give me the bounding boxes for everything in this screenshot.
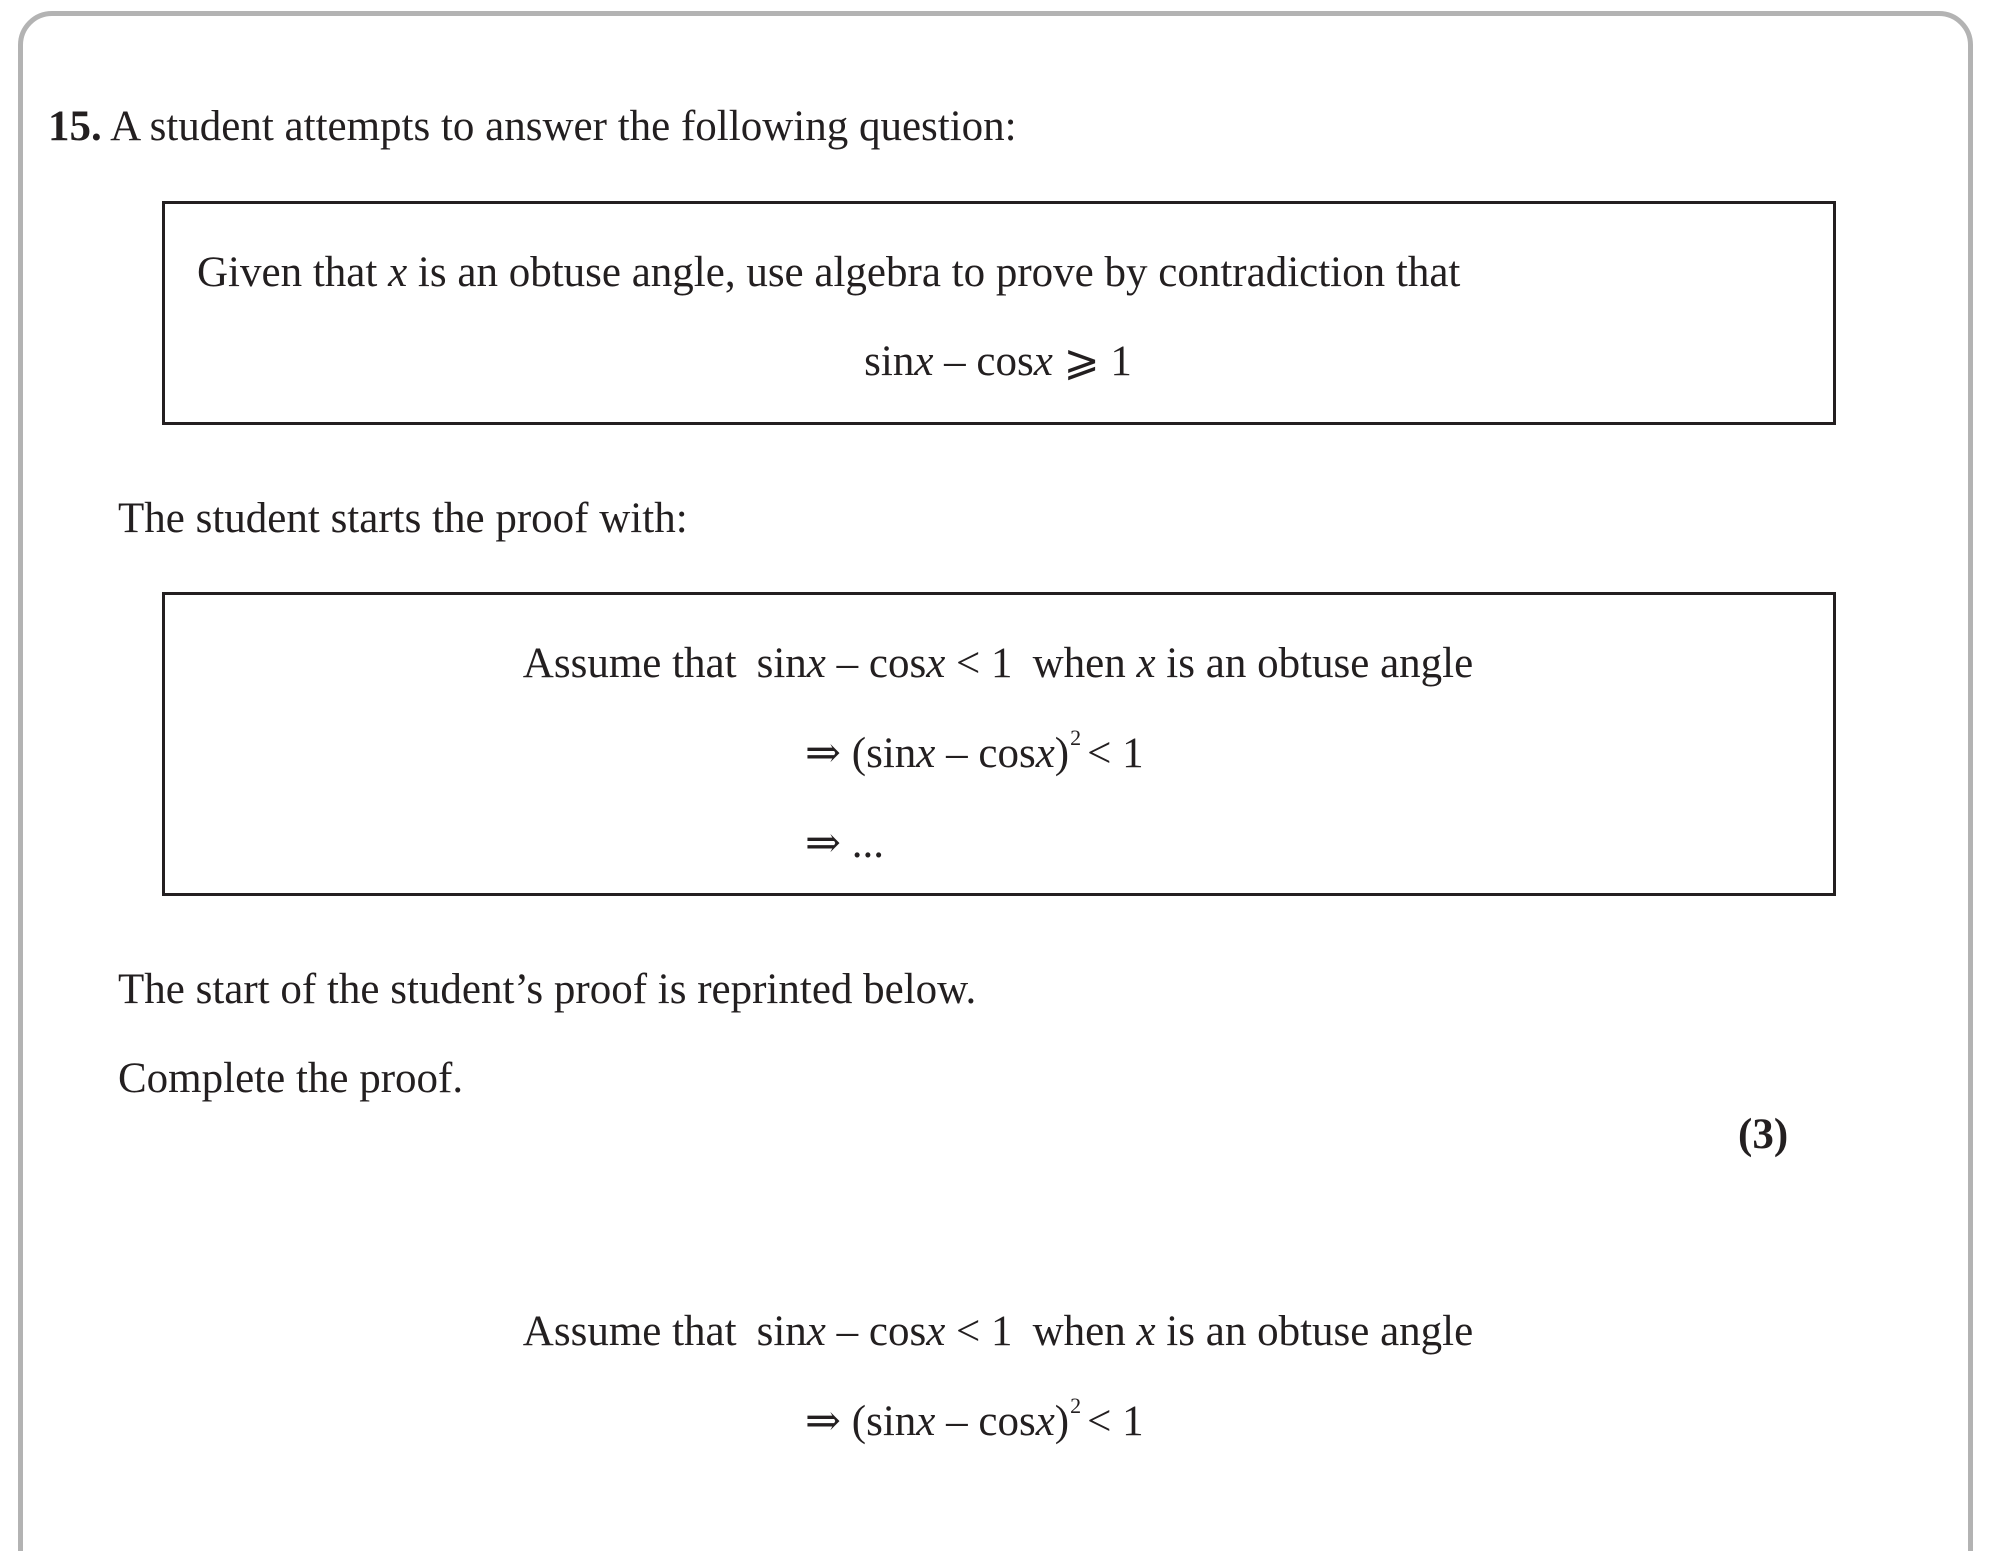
assume-sin: sin [756,640,807,687]
question-box-text-b: is an obtuse angle, use algebra to prove by contradiction that [407,249,1461,296]
assume-when: when [1032,640,1137,687]
complete-text: Complete the proof. [118,1055,464,1102]
answer-assume-lt: < 1 [945,1308,1013,1355]
answer-step2-cos: – cos [935,1398,1036,1445]
question-intro: A student attempts to answer the following question: [110,103,1017,150]
step2-end: < 1 [1087,730,1144,777]
answer-assume-rest: is an obtuse angle [1155,1308,1474,1355]
assume-label: Assume that [522,640,737,687]
step2-exponent: 2 [1070,725,1082,750]
answer-assume-sin: sin [756,1308,807,1355]
answer-step2-x2: x [1035,1398,1055,1445]
step2-close: ) [1054,730,1070,777]
answer-assume-x1: x [806,1308,826,1355]
answer-step2-end: < 1 [1087,1398,1144,1445]
answer-step2-close: ) [1054,1398,1070,1445]
expr-cos: – cos [933,338,1034,385]
question-box-var: x [388,249,408,296]
answer-assume-line [523,1310,1473,1353]
answer-step2-exponent: 2 [1070,1393,1082,1418]
student-start-text: The student starts the proof with: [118,495,688,542]
answer-assume-label: Assume that [522,1308,737,1355]
answer-assume-x3: x [1136,1308,1156,1355]
step2-x1: x [916,730,936,777]
marks-label: (3) [1738,1111,1789,1158]
expr-sin: sin [864,338,915,385]
expr-end: ⩾ 1 [1052,338,1132,385]
assume-cos: – cos [825,640,927,687]
step2-open: ⇒ (sin [805,730,917,777]
assume-rest: is an obtuse angle [1155,640,1474,687]
proof-box-assume-line [523,642,1473,685]
answer-step2 [805,1393,1144,1445]
answer-assume-x2: x [926,1308,946,1355]
answer-step2-x1: x [916,1398,936,1445]
question-box-text-a: Given that [197,249,389,296]
assume-x1: x [806,640,826,687]
proof-box-step3: ⇒ ... [805,820,885,867]
answer-assume-when: when [1032,1308,1137,1355]
assume-lt: < 1 [945,640,1013,687]
question-box-line1 [197,251,1460,294]
expr-x2: x [1033,338,1053,385]
proof-box-step2 [805,725,1144,777]
question-box [162,201,1836,425]
question-number: 15. [48,103,102,150]
answer-step2-open: ⇒ (sin [805,1398,917,1445]
step2-cos: – cos [935,730,1036,777]
assume-x2: x [926,640,946,687]
reprinted-text: The start of the student’s proof is reprinted below. [118,966,977,1013]
assume-x3: x [1136,640,1156,687]
expr-x1: x [914,338,934,385]
question-box-inequality [864,340,1132,383]
answer-assume-cos: – cos [825,1308,927,1355]
step2-x2: x [1035,730,1055,777]
question-heading [48,105,1017,148]
